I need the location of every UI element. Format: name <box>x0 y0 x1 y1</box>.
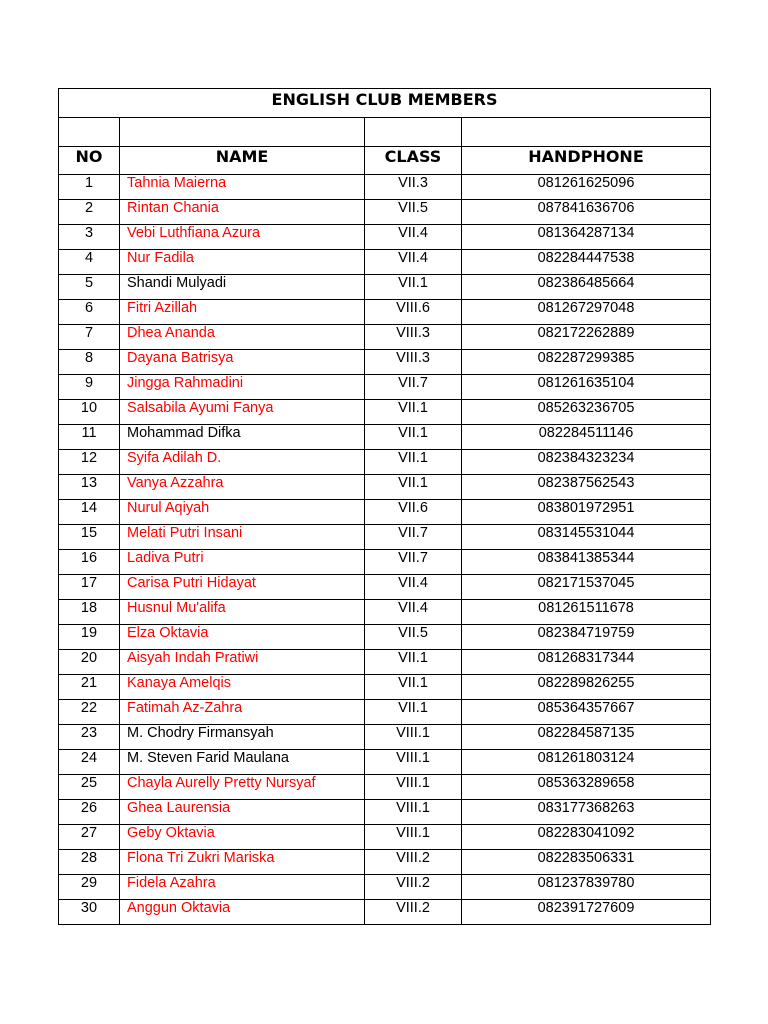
member-phone-cell: 081261625096 <box>462 175 711 200</box>
member-no-cell: 25 <box>59 775 120 800</box>
member-no-cell: 17 <box>59 575 120 600</box>
member-name-cell: Melati Putri Insani <box>120 525 365 550</box>
table-row <box>59 625 711 650</box>
member-name-cell: Husnul Mu'alifa <box>120 600 365 625</box>
member-phone-cell: 081268317344 <box>462 650 711 675</box>
member-no-cell: 9 <box>59 375 120 400</box>
member-phone-cell: 081237839780 <box>462 875 711 900</box>
member-phone-cell: 081261511678 <box>462 600 711 625</box>
member-phone-cell: 082391727609 <box>462 900 711 925</box>
header-row <box>59 147 711 175</box>
member-class-cell: VII.7 <box>365 525 462 550</box>
table-row <box>59 850 711 875</box>
member-no-cell: 5 <box>59 275 120 300</box>
member-name-cell: Geby Oktavia <box>120 825 365 850</box>
member-class-cell: VII.1 <box>365 425 462 450</box>
table-row <box>59 550 711 575</box>
member-class-cell: VIII.6 <box>365 300 462 325</box>
members-table-body <box>59 89 711 925</box>
table-row <box>59 325 711 350</box>
table-row <box>59 225 711 250</box>
table-row <box>59 575 711 600</box>
member-name-cell: Mohammad Difka <box>120 425 365 450</box>
member-name-cell: Aisyah Indah Pratiwi <box>120 650 365 675</box>
member-class-cell: VII.6 <box>365 500 462 525</box>
table-row <box>59 900 711 925</box>
table-row <box>59 825 711 850</box>
table-row <box>59 750 711 775</box>
member-class-cell: VII.1 <box>365 475 462 500</box>
table-row <box>59 800 711 825</box>
member-no-cell: 8 <box>59 350 120 375</box>
member-no-cell: 26 <box>59 800 120 825</box>
table-row <box>59 725 711 750</box>
table-row <box>59 475 711 500</box>
member-class-cell: VIII.1 <box>365 800 462 825</box>
member-name-cell: Syifa Adilah D. <box>120 450 365 475</box>
member-class-cell: VII.1 <box>365 650 462 675</box>
member-class-cell: VIII.2 <box>365 875 462 900</box>
member-no-cell: 30 <box>59 900 120 925</box>
member-class-cell: VII.1 <box>365 450 462 475</box>
member-phone-cell: 087841636706 <box>462 200 711 225</box>
member-class-cell: VII.4 <box>365 600 462 625</box>
member-no-cell: 24 <box>59 750 120 775</box>
member-phone-cell: 082284447538 <box>462 250 711 275</box>
member-no-cell: 4 <box>59 250 120 275</box>
member-class-cell: VII.7 <box>365 375 462 400</box>
member-no-cell: 15 <box>59 525 120 550</box>
member-class-cell: VII.1 <box>365 275 462 300</box>
member-phone-cell: 085363289658 <box>462 775 711 800</box>
member-phone-cell: 082283041092 <box>462 825 711 850</box>
member-phone-cell: 081267297048 <box>462 300 711 325</box>
member-name-cell: Salsabila Ayumi Fanya <box>120 400 365 425</box>
member-name-cell: Nurul Aqiyah <box>120 500 365 525</box>
member-phone-cell: 083801972951 <box>462 500 711 525</box>
member-class-cell: VIII.2 <box>365 900 462 925</box>
member-no-cell: 13 <box>59 475 120 500</box>
table-row <box>59 650 711 675</box>
table-row <box>59 675 711 700</box>
member-phone-cell: 082384719759 <box>462 625 711 650</box>
member-no-cell: 3 <box>59 225 120 250</box>
header-class: CLASS <box>365 147 462 175</box>
member-name-cell: Ladiva Putri <box>120 550 365 575</box>
member-class-cell: VII.5 <box>365 625 462 650</box>
member-class-cell: VII.7 <box>365 550 462 575</box>
table-row <box>59 425 711 450</box>
member-name-cell: Flona Tri Zukri Mariska <box>120 850 365 875</box>
member-no-cell: 7 <box>59 325 120 350</box>
table-title: ENGLISH CLUB MEMBERS <box>59 89 711 118</box>
table-row <box>59 700 711 725</box>
member-class-cell: VIII.1 <box>365 825 462 850</box>
member-phone-cell: 083841385344 <box>462 550 711 575</box>
member-name-cell: Dhea Ananda <box>120 325 365 350</box>
member-name-cell: Kanaya Amelqis <box>120 675 365 700</box>
member-class-cell: VII.4 <box>365 575 462 600</box>
member-name-cell: Fatimah Az-Zahra <box>120 700 365 725</box>
member-phone-cell: 083145531044 <box>462 525 711 550</box>
member-no-cell: 18 <box>59 600 120 625</box>
title-row <box>59 89 711 118</box>
member-no-cell: 20 <box>59 650 120 675</box>
member-phone-cell: 085364357667 <box>462 700 711 725</box>
member-class-cell: VII.1 <box>365 400 462 425</box>
member-phone-cell: 083177368263 <box>462 800 711 825</box>
member-class-cell: VII.4 <box>365 250 462 275</box>
blank-cell <box>365 118 462 147</box>
member-name-cell: Chayla Aurelly Pretty Nursyaf <box>120 775 365 800</box>
member-phone-cell: 082283506331 <box>462 850 711 875</box>
member-no-cell: 14 <box>59 500 120 525</box>
member-class-cell: VII.3 <box>365 175 462 200</box>
member-phone-cell: 082284587135 <box>462 725 711 750</box>
member-name-cell: Elza Oktavia <box>120 625 365 650</box>
table-row <box>59 775 711 800</box>
members-table <box>58 88 711 925</box>
member-class-cell: VIII.1 <box>365 750 462 775</box>
member-name-cell: Carisa Putri Hidayat <box>120 575 365 600</box>
member-phone-cell: 081364287134 <box>462 225 711 250</box>
member-class-cell: VIII.3 <box>365 325 462 350</box>
table-row <box>59 525 711 550</box>
blank-cell <box>120 118 365 147</box>
table-row <box>59 200 711 225</box>
member-class-cell: VII.4 <box>365 225 462 250</box>
member-phone-cell: 082289826255 <box>462 675 711 700</box>
member-no-cell: 22 <box>59 700 120 725</box>
member-no-cell: 2 <box>59 200 120 225</box>
member-name-cell: M. Chodry Firmansyah <box>120 725 365 750</box>
member-phone-cell: 082384323234 <box>462 450 711 475</box>
member-no-cell: 19 <box>59 625 120 650</box>
table-row <box>59 875 711 900</box>
table-row <box>59 600 711 625</box>
member-name-cell: Ghea Laurensia <box>120 800 365 825</box>
member-name-cell: Anggun Oktavia <box>120 900 365 925</box>
member-class-cell: VII.5 <box>365 200 462 225</box>
table-row <box>59 500 711 525</box>
member-no-cell: 21 <box>59 675 120 700</box>
member-name-cell: Rintan Chania <box>120 200 365 225</box>
member-phone-cell: 082386485664 <box>462 275 711 300</box>
member-phone-cell: 085263236705 <box>462 400 711 425</box>
table-row <box>59 350 711 375</box>
blank-cell <box>59 118 120 147</box>
member-name-cell: Jingga Rahmadini <box>120 375 365 400</box>
member-class-cell: VIII.1 <box>365 775 462 800</box>
member-class-cell: VIII.3 <box>365 350 462 375</box>
member-phone-cell: 082171537045 <box>462 575 711 600</box>
member-class-cell: VIII.2 <box>365 850 462 875</box>
member-name-cell: Dayana Batrisya <box>120 350 365 375</box>
member-no-cell: 11 <box>59 425 120 450</box>
member-no-cell: 6 <box>59 300 120 325</box>
table-row <box>59 375 711 400</box>
member-name-cell: Tahnia Maierna <box>120 175 365 200</box>
member-name-cell: Shandi Mulyadi <box>120 275 365 300</box>
member-no-cell: 29 <box>59 875 120 900</box>
member-no-cell: 23 <box>59 725 120 750</box>
member-phone-cell: 082284511146 <box>462 425 711 450</box>
member-no-cell: 16 <box>59 550 120 575</box>
blank-cell <box>462 118 711 147</box>
member-name-cell: Nur Fadila <box>120 250 365 275</box>
member-no-cell: 12 <box>59 450 120 475</box>
header-no: NO <box>59 147 120 175</box>
header-name: NAME <box>120 147 365 175</box>
table-row <box>59 300 711 325</box>
table-row <box>59 275 711 300</box>
member-name-cell: Fidela Azahra <box>120 875 365 900</box>
member-phone-cell: 082387562543 <box>462 475 711 500</box>
member-name-cell: Vanya Azzahra <box>120 475 365 500</box>
member-name-cell: M. Steven Farid Maulana <box>120 750 365 775</box>
member-class-cell: VII.1 <box>365 700 462 725</box>
member-name-cell: Vebi Luthfiana Azura <box>120 225 365 250</box>
member-class-cell: VIII.1 <box>365 725 462 750</box>
member-phone-cell: 081261803124 <box>462 750 711 775</box>
table-row <box>59 400 711 425</box>
member-no-cell: 27 <box>59 825 120 850</box>
member-no-cell: 1 <box>59 175 120 200</box>
member-phone-cell: 081261635104 <box>462 375 711 400</box>
member-phone-cell: 082172262889 <box>462 325 711 350</box>
member-class-cell: VII.1 <box>365 675 462 700</box>
header-handphone: HANDPHONE <box>462 147 711 175</box>
table-row <box>59 175 711 200</box>
member-phone-cell: 082287299385 <box>462 350 711 375</box>
member-no-cell: 28 <box>59 850 120 875</box>
table-row <box>59 450 711 475</box>
table-row <box>59 250 711 275</box>
blank-row <box>59 118 711 147</box>
member-no-cell: 10 <box>59 400 120 425</box>
member-name-cell: Fitri Azillah <box>120 300 365 325</box>
